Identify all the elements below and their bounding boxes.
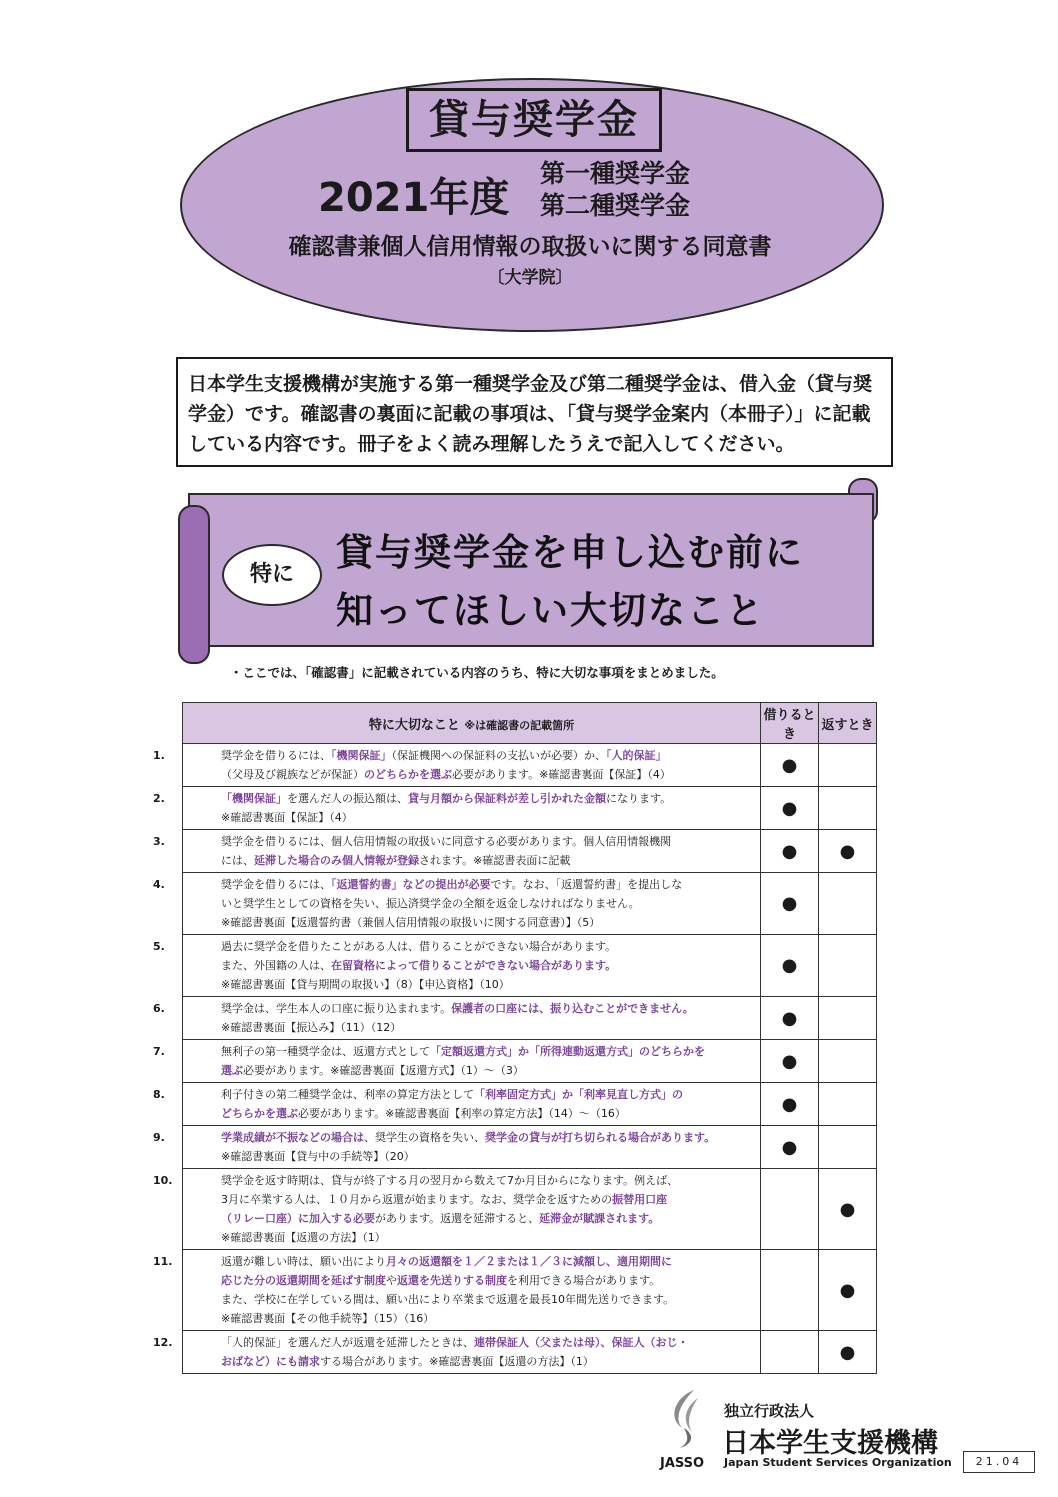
item-text: 奨学金は、学生本人の口座に振り込まれます。: [221, 1002, 452, 1015]
item-line: [153, 746, 756, 765]
org-prefix: 独立行政法人: [724, 1402, 815, 1420]
bullet-mark-icon: ●: [781, 797, 798, 819]
borrow-mark-cell: [761, 787, 819, 830]
item-content: [153, 1331, 761, 1374]
banner-title-line-1: 貸与奨学金を申し込む前に: [336, 531, 804, 574]
item-content: [153, 1040, 761, 1083]
item-line: [187, 1309, 756, 1328]
item-line: [187, 894, 756, 913]
repay-mark-cell: [819, 1126, 877, 1169]
item-text: されます。※確認書表面に記載: [419, 854, 571, 867]
borrow-mark-cell: [761, 935, 819, 997]
emphasis-text: 在留資格によって借りることができない場合があります。: [331, 959, 617, 972]
emphasis-text: 「定額返還方式」か「所得連動返還方式」のどちらかを: [430, 1045, 705, 1058]
item-line: [187, 808, 756, 827]
item-line: [153, 999, 756, 1018]
item-line: [187, 913, 756, 932]
item-number: 5.: [153, 940, 165, 953]
item-text: を選んだ人の振込額は、: [287, 792, 408, 805]
emphasis-text: 学業成績が不振などの場合は: [221, 1131, 364, 1144]
item-line: [187, 1209, 756, 1228]
item-line: [187, 1061, 756, 1080]
item-number: 3.: [153, 835, 165, 848]
item-text: ※確認書裏面【振込み】（11）（12）: [221, 1021, 402, 1034]
item-line: [153, 1171, 756, 1190]
item-text: 必要があります。※確認書裏面【保証】（4）: [452, 768, 671, 781]
borrow-mark-cell: [761, 873, 819, 935]
table-row: [183, 997, 877, 1040]
item-text: や: [386, 1274, 397, 1287]
repay-mark-cell: [819, 830, 877, 873]
borrow-mark-cell: [761, 1083, 819, 1126]
item-line: [153, 1085, 756, 1104]
repay-mark-cell: [819, 1331, 877, 1374]
item-line: [153, 1252, 756, 1271]
item-number: 4.: [153, 878, 165, 891]
org-name-english: Japan Student Services Organization: [724, 1456, 952, 1469]
item-line: [187, 851, 756, 870]
table-row: [183, 935, 877, 997]
bullet-mark-icon: ●: [781, 754, 798, 776]
header-type-1: 第一種奨学金: [540, 159, 691, 188]
borrow-mark-cell: [761, 1331, 819, 1374]
intro-text: 日本学生支援機構が実施する第一種奨学金及び第二種奨学金は、借入金（貸与奨学金）です。確認書の裏面に記載の事項は、「貸与奨学金案内（本冊子）」に記載している内容です。冊子をよく読み理解したうえで記入してください。: [188, 373, 873, 455]
bullet-mark-icon: ●: [781, 1007, 798, 1029]
repay-mark-cell: [819, 744, 877, 787]
table-row: [183, 830, 877, 873]
intro-box: [176, 357, 893, 467]
table-header-row: [183, 703, 877, 744]
table-row: [183, 873, 877, 935]
repay-mark-cell: [819, 1040, 877, 1083]
item-text: また、学校に在学している間は、願い出により卒業まで返還を最長10年間先送りできます。: [221, 1293, 675, 1306]
bullet-mark-icon: ●: [839, 1198, 856, 1220]
table-row: [183, 1126, 877, 1169]
emphasis-text: おばなど）にも請求: [221, 1355, 320, 1368]
item-text: 無利子の第一種奨学金は、返還方式として: [221, 1045, 430, 1058]
item-text: ※確認書裏面【保証】（4）: [221, 811, 353, 824]
banner-title-line-2: 知ってほしい大切なこと: [336, 589, 765, 632]
item-line: [187, 1228, 756, 1247]
item-line: [187, 1190, 756, 1209]
item-line: [187, 975, 756, 994]
item-number: 11.: [153, 1255, 173, 1268]
item-text: 必要があります。※確認書裏面【利率の算定方法】（14）～（16）: [298, 1107, 626, 1120]
emphasis-text: 延滞した場合のみ個人情報が登録: [254, 854, 419, 867]
item-text: を利用できる場合があります。: [507, 1274, 661, 1287]
bullet-mark-icon: ●: [839, 1341, 856, 1363]
item-text: には、: [221, 854, 254, 867]
item-text: 、奨学生の資格を失い、: [364, 1131, 485, 1144]
item-text: になります。: [606, 792, 672, 805]
repay-mark-cell: [819, 873, 877, 935]
item-text: する場合があります。※確認書裏面【返還の方法】（1）: [320, 1355, 594, 1368]
item-line: [153, 1333, 756, 1352]
item-text: 奨学金を返す時期は、貸与が終了する月の翌月から数えて7か月目からになります。例えば、: [221, 1174, 679, 1187]
header-level: 〔大学院〕: [487, 268, 573, 288]
item-content: [153, 830, 761, 873]
document-code: 21.04: [963, 1451, 1035, 1473]
item-text: です。なお、「返還誓約書」を提出しな: [490, 878, 683, 891]
item-text: ※確認書裏面【貸与期間の取扱い】（8）【申込資格】（10）: [221, 978, 510, 991]
header-type-2: 第二種奨学金: [540, 191, 691, 220]
item-number: 10.: [153, 1174, 173, 1187]
item-text: また、外国籍の人は、: [221, 959, 331, 972]
emphasis-text: のどちらかを選ぶ: [364, 768, 452, 781]
item-text: 「人的保証」を選んだ人が返還を延滞したときは、: [221, 1336, 474, 1349]
item-content: [153, 744, 761, 787]
emphasis-text: （リレー口座）に加入する必要: [221, 1212, 375, 1225]
table-row: [183, 1040, 877, 1083]
repay-mark-cell: [819, 1169, 877, 1250]
item-content: [153, 1169, 761, 1250]
emphasis-text: 「返還誓約書」などの提出が必要: [331, 878, 491, 891]
item-content: [153, 787, 761, 830]
table-row: [183, 744, 877, 787]
item-text: いと奨学生としての資格を失い、振込済奨学金の全額を返金しなければなりません。: [221, 897, 640, 910]
item-text: （父母及び親族などが保証）: [221, 768, 364, 781]
table-row: [183, 787, 877, 830]
emphasis-text: 選ぶ: [221, 1064, 243, 1077]
item-content: [153, 873, 761, 935]
table-row: [183, 1083, 877, 1126]
important-items-table: [153, 702, 877, 1374]
bullet-mark-icon: ●: [781, 893, 798, 914]
item-line: [153, 1128, 756, 1147]
item-text: 利子付きの第二種奨学金は、利率の算定方法として: [221, 1088, 474, 1101]
item-line: [153, 875, 756, 894]
item-number: 6.: [153, 1002, 165, 1015]
borrow-mark-cell: [761, 744, 819, 787]
item-content: [153, 935, 761, 997]
bullet-mark-icon: ●: [781, 955, 798, 976]
emphasis-text: 「利率固定方式」か「利率見直し方式」の: [474, 1088, 683, 1101]
item-text: （保証機関への保証料の支払いが必要）か、: [391, 749, 606, 762]
item-number: 7.: [153, 1045, 165, 1058]
item-text: 3月に卒業する人は、１０月から返還が始まります。なお、奨学金を返すための: [221, 1193, 613, 1206]
item-number: 1.: [153, 749, 165, 762]
emphasis-text: 応じた分の返還期間を延ばす制度: [221, 1274, 386, 1287]
item-text: 奨学金を借りるには、個人信用情報の取扱いに同意する必要があります。個人信用情報機関: [221, 835, 672, 848]
item-content: [153, 1083, 761, 1126]
emphasis-text: 返還を先送りする制度: [397, 1274, 507, 1287]
emphasis-text: 「機関保証」: [331, 749, 392, 762]
item-line: [153, 937, 756, 956]
item-number: 9.: [153, 1131, 165, 1144]
bullet-mark-icon: ●: [781, 1093, 798, 1115]
borrow-mark-cell: [761, 1040, 819, 1083]
item-line: [153, 789, 756, 808]
emphasis-text: どちらかを選ぶ: [221, 1107, 298, 1120]
item-text: ※確認書裏面【返還誓約書（兼個人信用情報の取扱いに関する同意書）】（5）: [221, 916, 601, 929]
item-text: 奨学金を借りるには、: [221, 749, 331, 762]
item-text: 奨学金を借りるには、: [221, 878, 331, 891]
table-body: [153, 744, 877, 1374]
item-line: [187, 1290, 756, 1309]
emphasis-text: 奨学金の貸与が打ち切られる場合があります。: [485, 1131, 716, 1144]
bullet-mark-icon: ●: [781, 1136, 798, 1158]
header-year: 2021年度: [318, 175, 510, 221]
repay-mark-cell: [819, 1250, 877, 1331]
emphasis-text: 「機関保証」: [221, 792, 287, 805]
item-line: [187, 765, 756, 784]
bullet-mark-icon: ●: [781, 840, 798, 862]
borrow-mark-cell: [761, 1250, 819, 1331]
banner-curl-left: [178, 505, 210, 664]
item-line: [153, 832, 756, 851]
item-line: [187, 1271, 756, 1290]
item-number: 12.: [153, 1336, 173, 1349]
item-line: [187, 956, 756, 975]
item-number: 8.: [153, 1088, 165, 1101]
emphasis-text: 連帯保証人（父または母）、保証人（おじ・: [474, 1336, 689, 1349]
header-note: ※は確認書の記載箇所: [464, 718, 575, 732]
item-line: [187, 1147, 756, 1166]
org-name: 日本学生支援機構: [722, 1428, 938, 1459]
header-subtitle: 確認書兼個人信用情報の取扱いに関する同意書: [288, 234, 772, 260]
emphasis-text: 振替用口座: [612, 1193, 668, 1206]
emphasis-text: 保護者の口座には、振り込むことができません。: [451, 1002, 694, 1015]
header-borrow: 借りるとき: [761, 703, 819, 744]
emphasis-text: 「人的保証」: [606, 749, 667, 762]
item-text: ※確認書裏面【返還の方法】（1）: [221, 1231, 386, 1244]
emphasis-text: 貸与月額から保証料が差し引かれた金額: [408, 792, 606, 805]
item-text: 必要があります。※確認書裏面【返還方式】（1）～（3）: [243, 1064, 524, 1077]
speech-bubble: 特に: [222, 544, 322, 606]
item-line: [153, 1042, 756, 1061]
header-main: [183, 703, 761, 744]
logo-text: JASSO: [660, 1456, 705, 1471]
header-repay: 返すとき: [819, 703, 877, 744]
repay-mark-cell: [819, 997, 877, 1040]
borrow-mark-cell: [761, 997, 819, 1040]
item-content: [153, 997, 761, 1040]
item-line: [187, 1018, 756, 1037]
table-row: [183, 1169, 877, 1250]
borrow-mark-cell: [761, 1126, 819, 1169]
item-number: 2.: [153, 792, 165, 805]
item-text: ※確認書裏面【その他手続等】（15）（16）: [221, 1312, 435, 1325]
emphasis-text: 月々の返還額を１／２または１／３に減額し、適用期間に: [386, 1255, 672, 1268]
table-row: [183, 1331, 877, 1374]
bullet-mark-icon: ●: [839, 840, 856, 862]
emphasis-text: 延滞金が賦課されます。: [539, 1212, 660, 1225]
borrow-mark-cell: [761, 1169, 819, 1250]
bullet-mark-icon: ●: [781, 1050, 798, 1072]
item-line: [187, 1104, 756, 1123]
item-text: ※確認書裏面【貸与中の手続等】（20）: [221, 1150, 415, 1163]
header-main-label: 特に大切なこと: [368, 717, 460, 733]
item-text: 過去に奨学金を借りたことがある人は、借りることができない場合があります。: [221, 940, 617, 953]
item-content: [153, 1126, 761, 1169]
jasso-logo-icon: [664, 1388, 712, 1450]
table-row: [183, 1250, 877, 1331]
header-title: 貸与奨学金: [406, 88, 662, 152]
borrow-mark-cell: [761, 830, 819, 873]
item-line: [187, 1352, 756, 1371]
note-intro: ・ここでは、「確認書」に記載されている内容のうち、特に大切な事項をまとめました。: [230, 665, 724, 680]
repay-mark-cell: [819, 935, 877, 997]
repay-mark-cell: [819, 787, 877, 830]
item-text: 返還が難しい時は、願い出により: [221, 1255, 386, 1268]
item-content: [153, 1250, 761, 1331]
item-text: があります。返還を延滞すると、: [375, 1212, 540, 1225]
bullet-mark-icon: ●: [839, 1279, 856, 1301]
repay-mark-cell: [819, 1083, 877, 1126]
